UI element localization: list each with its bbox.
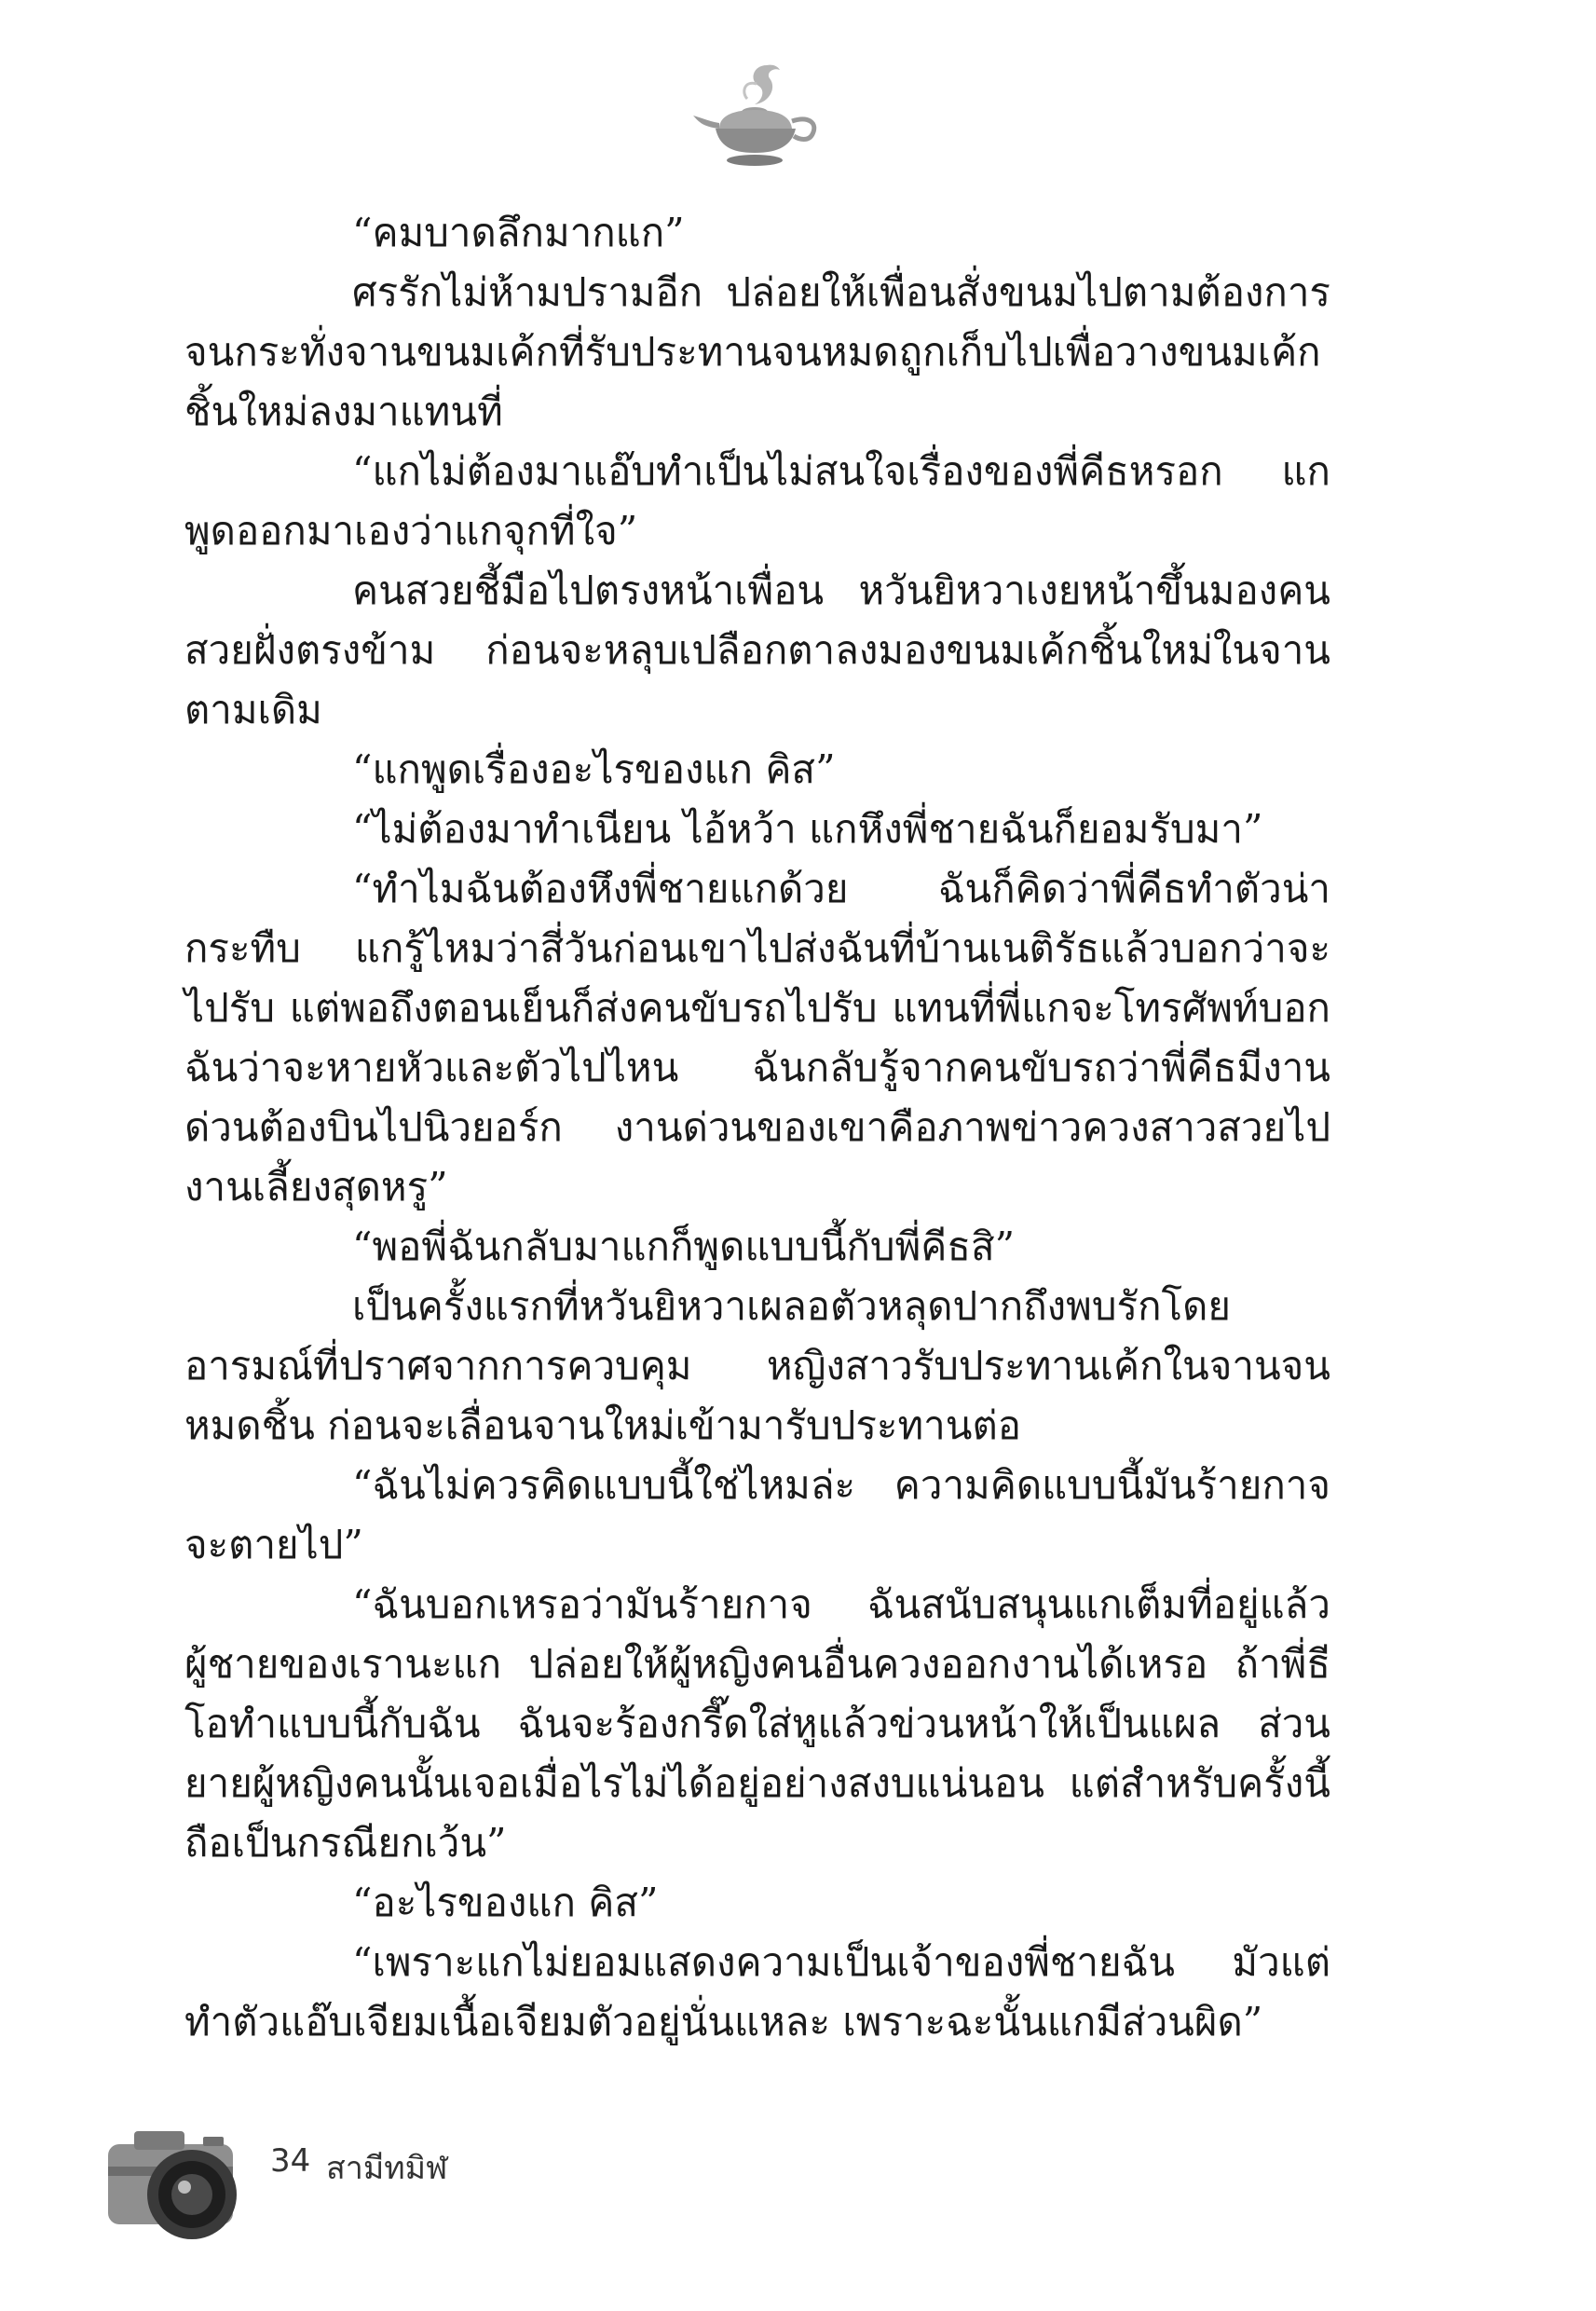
dialogue-paragraph: “คมบาดลึกมากแก” bbox=[352, 210, 685, 255]
book-title: สามีทมิฬ bbox=[326, 2150, 448, 2187]
narration-paragraph: คนสวยชี้มือไปตรงหน้าเพื่อน หวันยิหวาเงยหน้าขึ้นมองคนสวยฝั่งตรงข้าม ก่อนจะหลุบเปลือกตาลงมองขนมเค้กชิ้นใหม่ในจานตามเดิม bbox=[184, 567, 1330, 732]
dialogue-paragraph: “แกพูดเรื่องอะไรของแก คิส” bbox=[352, 746, 836, 792]
dialogue-paragraph: “ฉันไม่ควรคิดแบบนี้ใช่ไหมล่ะ ความคิดแบบนี้มันร้ายกาจจะตายไป” bbox=[184, 1462, 1330, 1567]
camera-icon bbox=[102, 2111, 252, 2250]
dialogue-paragraph: “ไม่ต้องมาทำเนียน ไอ้หว้า แกหึงพี่ชายฉันก็ยอมรับมา” bbox=[352, 806, 1263, 852]
dialogue-paragraph: “แกไม่ต้องมาแอ๊บทำเป็นไม่สนใจเรื่องของพี่คีธหรอก แกพูดออกมาเองว่าแกจุกที่ใจ” bbox=[184, 448, 1330, 554]
genie-lamp-icon bbox=[688, 56, 827, 177]
page-number: 34 bbox=[270, 2142, 311, 2180]
story-text bbox=[184, 203, 1330, 2052]
dialogue-paragraph: “เพราะแกไม่ยอมแสดงความเป็นเจ้าของพี่ชายฉัน มัวแต่ทำตัวแอ๊บเจียมเนื้อเจียมตัวอยู่นั่นแหละ เพราะฉะนั้นแกมีส่วนผิด” bbox=[184, 1939, 1330, 2044]
narration-paragraph: ศรรักไม่ห้ามปรามอีก ปล่อยให้เพื่อนสั่งขนมไปตามต้องการ จนกระทั่งจานขนมเค้กที่รับประทานจนหมดถูกเก็บไปเพื่อวางขนมเค้กชิ้นใหม่ลงมาแทนที่ bbox=[184, 269, 1330, 434]
dialogue-paragraph: “ทำไมฉันต้องหึงพี่ชายแกด้วย ฉันก็คิดว่าพี่คีธทำตัวน่ากระทืบ แกรู้ไหมว่าสี่วันก่อนเขาไปส่งฉันที่บ้านเนติรัธแล้วบอกว่าจะไปรับ แต่พอถึงตอนเย็นก็ส่งคนขับรถไปรับ แทนที่พี่แกจะโทรศัพท์บอกฉันว่าจะหายหัวและตัวไปไหน ฉันกลับรู้จากคนขับรถว่าพี่คีธมีงานด่วนต้องบินไปนิวยอร์ก งานด่วนของเขาคือภาพข่าวควงสาวสวยไปงานเลี้ยงสุดหรู” bbox=[184, 866, 1330, 1210]
dialogue-paragraph: “ฉันบอกเหรอว่ามันร้ายกาจ ฉันสนับสนุนแกเต็มที่อยู่แล้ว ผู้ชายของเรานะแก ปล่อยให้ผู้หญิงคนอื่นควงออกงานได้เหรอ ถ้าพี่ธีโอทำแบบนี้กับฉัน ฉันจะร้องกรี๊ดใส่หูแล้วข่วนหน้าให้เป็นแผล ส่วนยายผู้หญิงคนนั้นเจอเมื่อไรไม่ได้อยู่อย่างสงบแน่นอน แต่สำหรับครั้งนี้ถือเป็นกรณียกเว้น” bbox=[184, 1581, 1330, 1866]
dialogue-paragraph: “พอพี่ฉันกลับมาแกก็พูดแบบนี้กับพี่คีธสิ” bbox=[352, 1224, 1016, 1269]
page-footer bbox=[102, 2111, 755, 2250]
dialogue-paragraph: “อะไรของแก คิส” bbox=[352, 1880, 659, 1925]
narration-paragraph: เป็นครั้งแรกที่หวันยิหวาเผลอตัวหลุดปากถึงพบรักโดยอารมณ์ที่ปราศจากการควบคุม หญิงสาวรับประทานเค้กในจานจนหมดชิ้น ก่อนจะเลื่อนจานใหม่เข้ามารับประทานต่อ bbox=[184, 1283, 1330, 1448]
